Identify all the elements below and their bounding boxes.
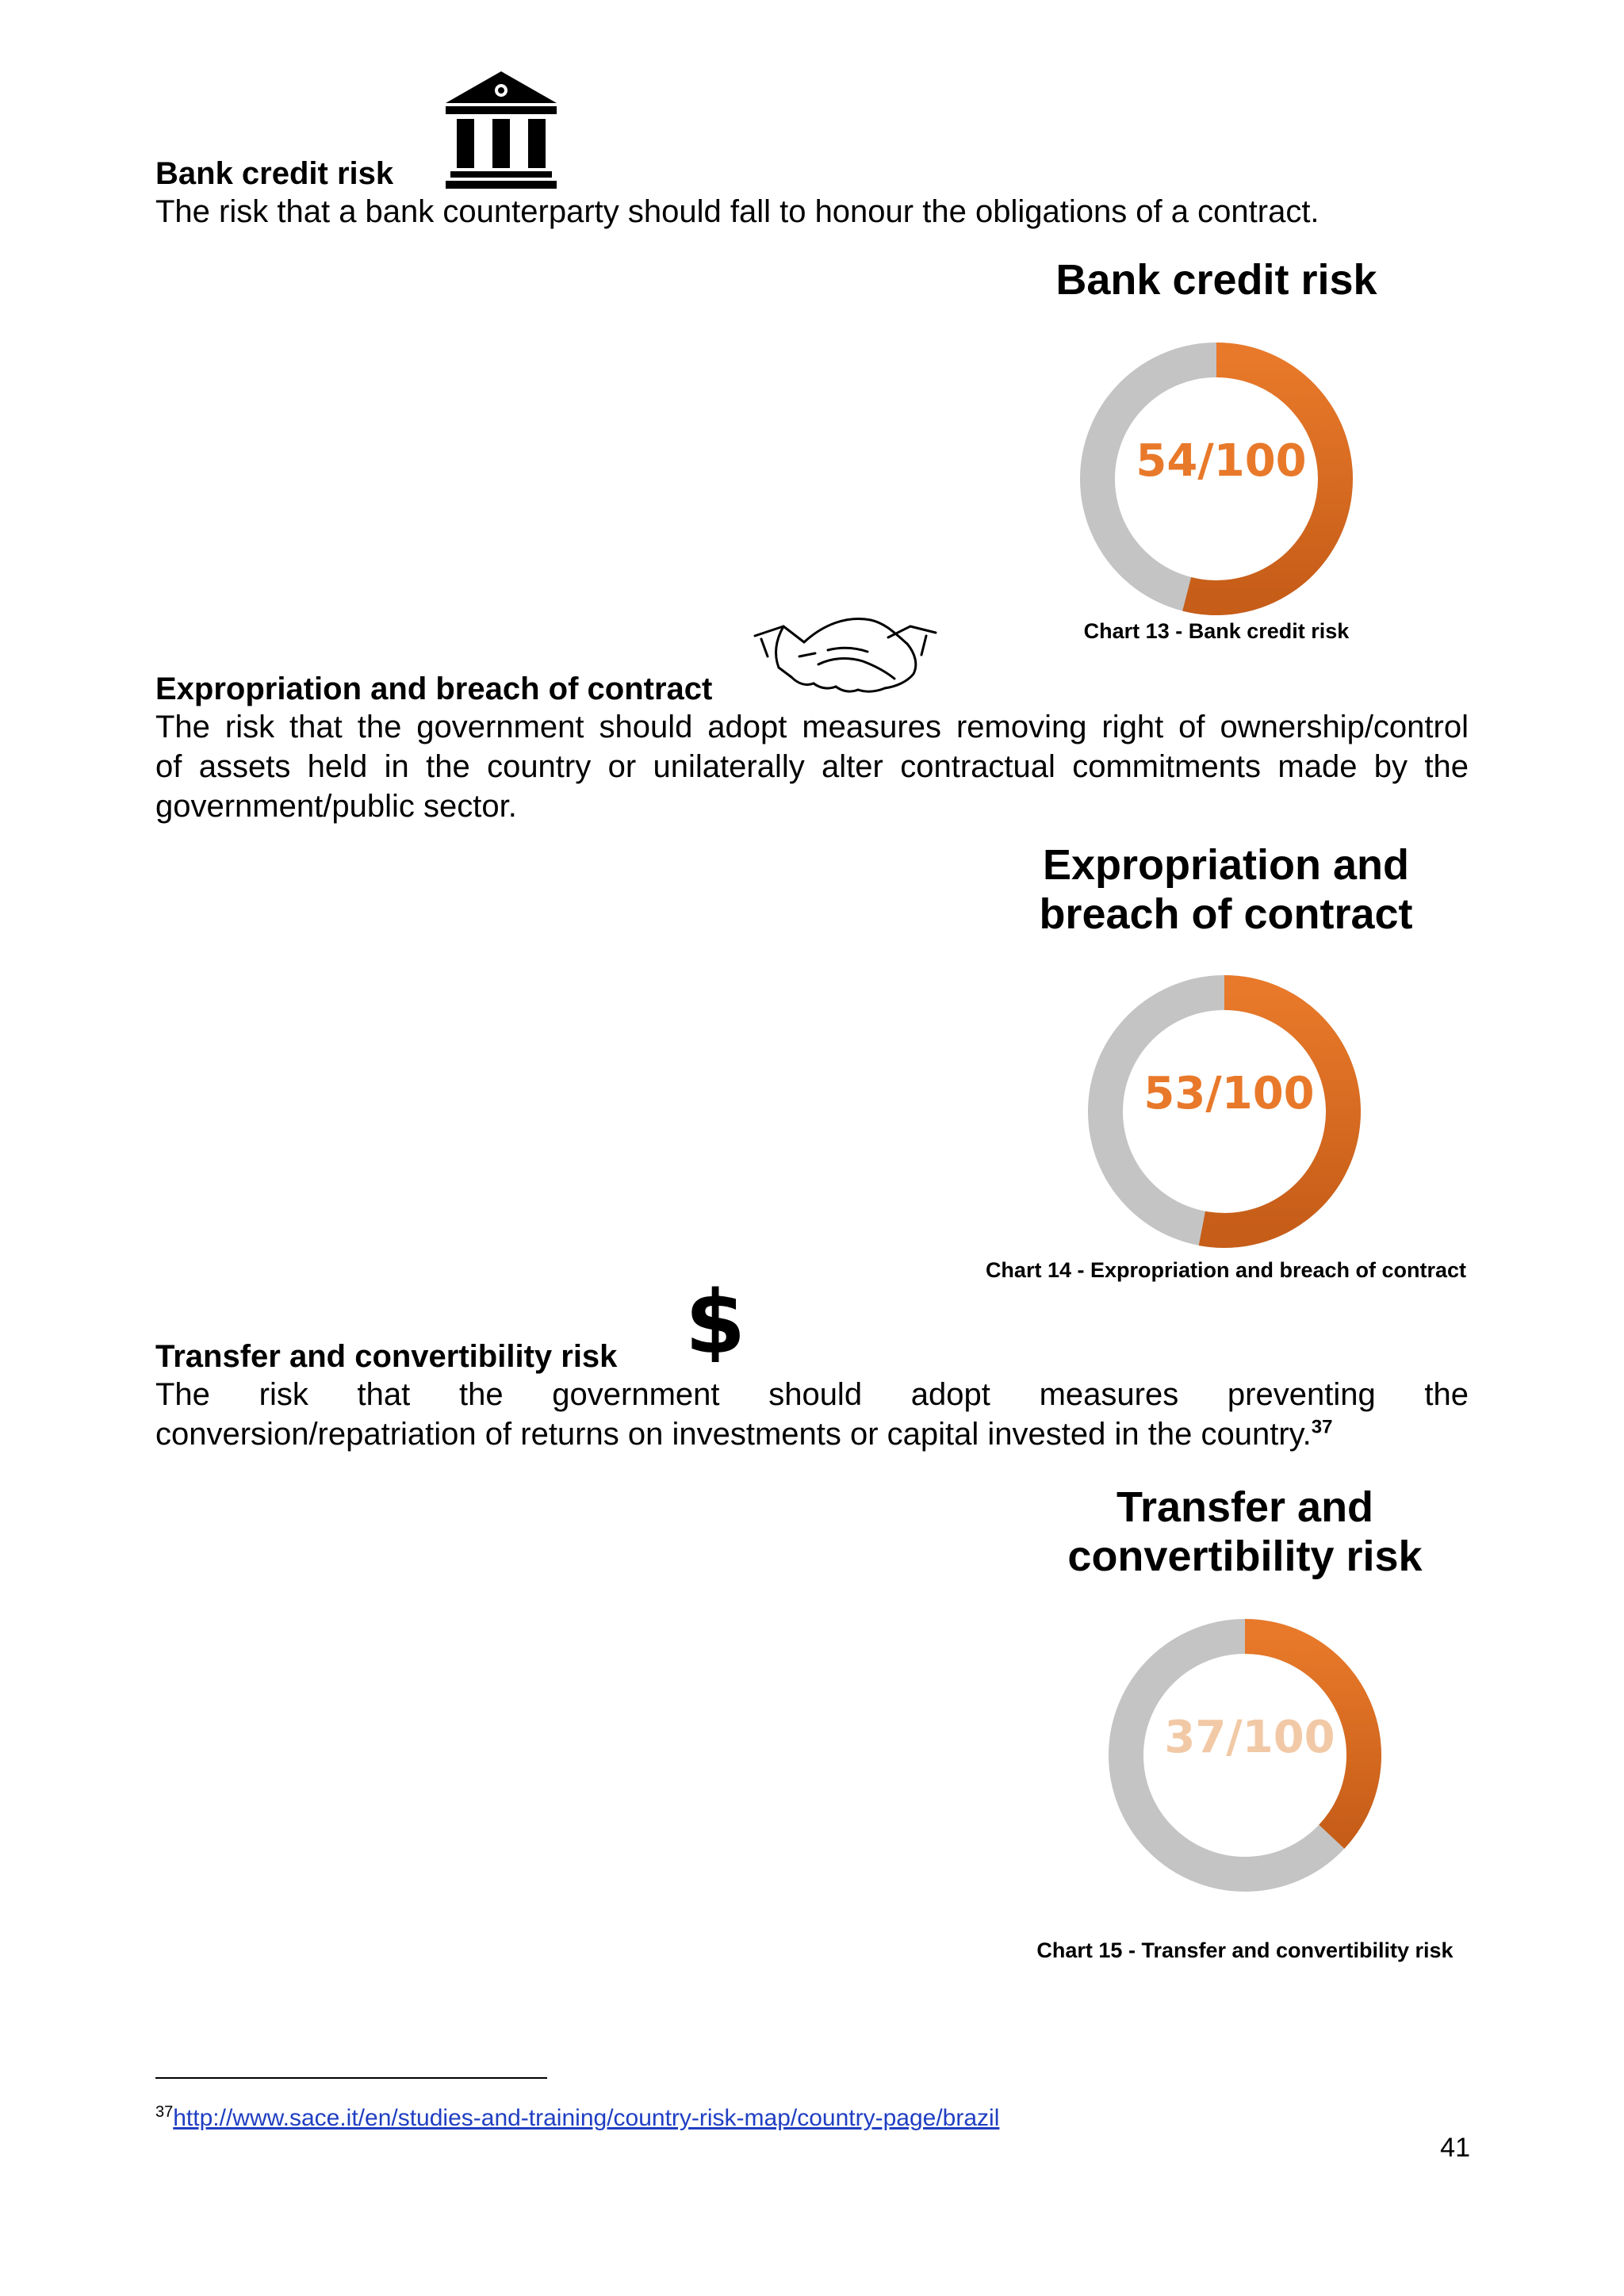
section-text-line: conversion/repatriation of returns on investments or capital invested in the country. [155, 1417, 1312, 1452]
donut-center-label: 53/100 [1143, 1068, 1315, 1119]
section-text-expropriation [155, 707, 1469, 826]
section-text-line: government/public sector. [155, 789, 517, 824]
chart-title-bank-credit-risk [979, 255, 1454, 304]
section-text-line: The risk that the government should adopt measures preventing the [155, 1377, 1469, 1412]
footnote-link[interactable]: http://www.sace.it/en/studies-and-training/country-risk-map/country-page/brazil [173, 2105, 1000, 2131]
donut-center-label: 54/100 [1136, 435, 1307, 487]
section-heading-bank-credit-risk: Bank credit risk [155, 156, 394, 191]
chart-title-expropriation [988, 840, 1464, 939]
footnote [155, 2098, 999, 2133]
chart-caption-14: Chart 14 - Expropriation and breach of contract [985, 1258, 1467, 1282]
handshake-icon [752, 609, 939, 696]
dollar-icon [687, 1275, 744, 1362]
page-number: 41 [1440, 2133, 1470, 2163]
section-heading-expropriation: Expropriation and breach of contract [155, 672, 713, 706]
chart-caption-15: Chart 15 - Transfer and convertibility risk [1036, 1938, 1454, 1962]
section-heading-transfer: Transfer and convertibility risk [155, 1339, 618, 1374]
section-text-line: of assets held in the country or unilaterally alter contractual commitments made by the [155, 749, 1469, 784]
donut-center-label: 37/100 [1164, 1712, 1335, 1763]
footnote-number: 37 [155, 2103, 174, 2121]
bank-icon [444, 70, 558, 190]
donut-chart-transfer [1102, 1613, 1388, 1898]
chart-title-line: Bank credit risk [1055, 256, 1377, 304]
chart-title-line: Transfer and [1116, 1483, 1374, 1531]
section-text-transfer [155, 1375, 1469, 1454]
section-text-bank-credit-risk: The risk that a bank counterparty should fall to honour the obligations of a contract. [155, 194, 1320, 229]
chart-title-line: convertibility risk [1067, 1533, 1423, 1580]
chart-caption-13: Chart 13 - Bank credit risk [1083, 619, 1350, 643]
chart-title-transfer [1007, 1483, 1483, 1581]
svg-text:$: $ [687, 1275, 744, 1362]
footnote-reference[interactable]: 37 [1311, 1416, 1333, 1438]
donut-chart-expropriation [1082, 969, 1367, 1254]
chart-title-line: breach of contract [1039, 890, 1413, 938]
section-text-line: The risk that the government should adopt measures removing right of ownership/control [155, 710, 1469, 744]
chart-title-line: Expropriation and [1042, 841, 1410, 889]
donut-chart-bank-credit-risk [1074, 336, 1359, 622]
footnote-separator [155, 2077, 547, 2079]
